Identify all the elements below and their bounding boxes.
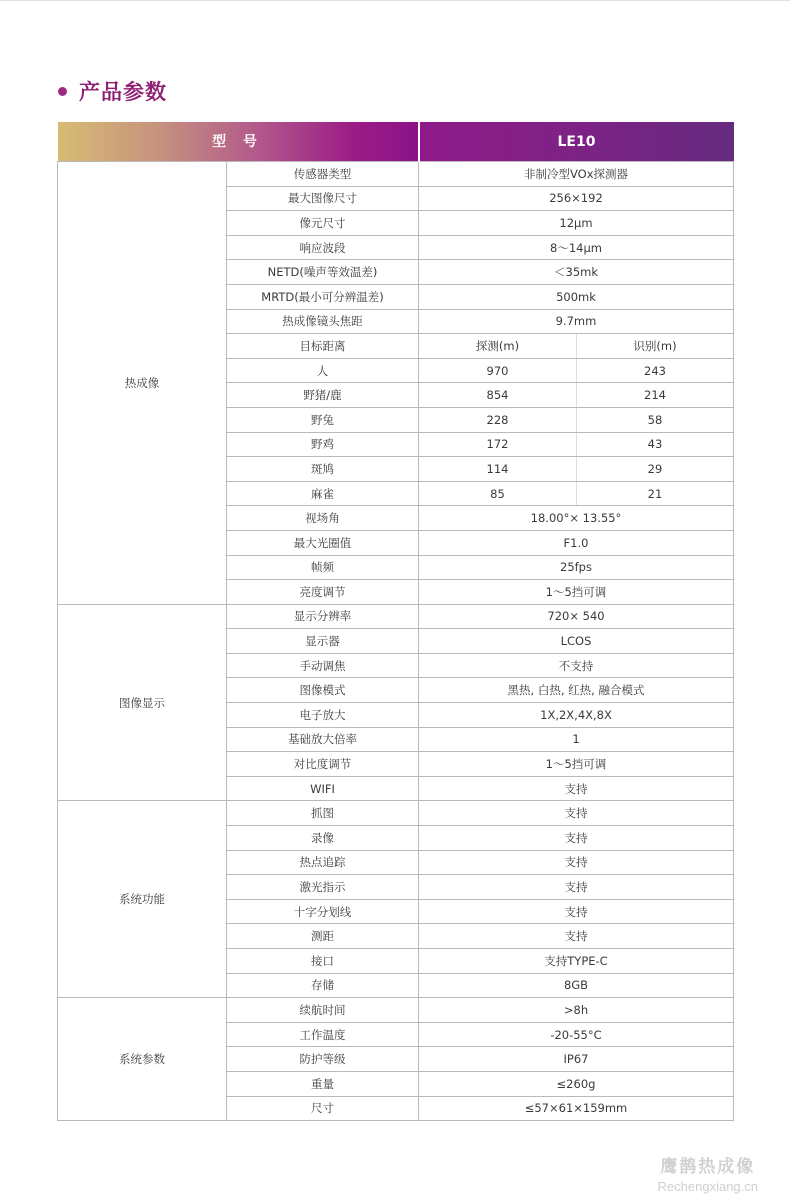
param-name-cell: 测距 [227,924,419,949]
watermark [658,1152,758,1194]
param-value-cell: 1 [419,727,734,752]
recognize-range-cell: 29 [577,457,734,482]
param-value-cell: 18.00°× 13.55° [419,506,734,531]
recognize-range-cell: 21 [577,481,734,506]
param-name-cell: 亮度调节 [227,580,419,605]
param-name-cell: 热点追踪 [227,850,419,875]
param-name-cell: 显示分辨率 [227,604,419,629]
category-cell: 图像显示 [58,604,227,801]
param-value-cell: 25fps [419,555,734,580]
param-value-cell: 支持 [419,850,734,875]
param-name-cell: 野兔 [227,407,419,432]
param-name-cell: 热成像镜头焦距 [227,309,419,334]
param-value-cell: 720× 540 [419,604,734,629]
param-name-cell: 野鸡 [227,432,419,457]
param-value-cell: 支持 [419,875,734,900]
detect-range-cell: 228 [419,407,577,432]
param-name-cell: 视场角 [227,506,419,531]
detect-range-cell: 114 [419,457,577,482]
param-value-cell: 支持 [419,924,734,949]
param-value-cell: 支持 [419,801,734,826]
param-value-cell: 不支持 [419,653,734,678]
detect-range-cell: 970 [419,358,577,383]
param-value-cell: 支持TYPE-C [419,949,734,974]
param-name-cell: 像元尺寸 [227,211,419,236]
recognize-range-cell: 58 [577,407,734,432]
param-value-cell: 256×192 [419,186,734,211]
param-value-cell: 8GB [419,973,734,998]
param-value-cell: F1.0 [419,530,734,555]
param-name-cell: 重量 [227,1071,419,1096]
param-name-cell: 续航时间 [227,998,419,1023]
param-name-cell: 十字分划线 [227,899,419,924]
param-name-cell: 最大图像尺寸 [227,186,419,211]
param-value-cell: >8h [419,998,734,1023]
param-name-cell: 野猪/鹿 [227,383,419,408]
param-name-cell: 对比度调节 [227,752,419,777]
param-name-cell: 接口 [227,949,419,974]
detect-range-cell: 854 [419,383,577,408]
param-value-cell: 1X,2X,4X,8X [419,703,734,728]
watermark-cn: 鹰鹊热成像 [660,1157,756,1177]
param-name-cell: 目标距离 [227,334,419,359]
param-name-cell: MRTD(最小可分辨温差) [227,284,419,309]
watermark-en: Rechengxiang.cn [657,1179,758,1194]
param-value-cell: LCOS [419,629,734,654]
section-title [58,76,167,106]
param-name-cell: 斑鸠 [227,457,419,482]
category-cell: 系统功能 [58,801,227,998]
param-value-cell: ≤260g [419,1071,734,1096]
param-name-cell: 手动调焦 [227,653,419,678]
param-name-cell: 录像 [227,826,419,851]
detect-range-cell: 172 [419,432,577,457]
param-name-cell: 激光指示 [227,875,419,900]
param-name-cell: 电子放大 [227,703,419,728]
param-value-cell: 1～5挡可调 [419,752,734,777]
header-model-label: 型 号 [58,122,419,162]
param-name-cell: NETD(噪声等效温差) [227,260,419,285]
param-name-cell: 显示器 [227,629,419,654]
category-cell: 热成像 [58,162,227,605]
param-value-cell: -20-55°C [419,1022,734,1047]
param-name-cell: 响应波段 [227,235,419,260]
param-name-cell: 工作温度 [227,1022,419,1047]
param-name-cell: 传感器类型 [227,162,419,187]
param-value-cell: 非制冷型VOx探测器 [419,162,734,187]
detect-range-cell: 85 [419,481,577,506]
param-name-cell: 图像模式 [227,678,419,703]
table-row [58,998,734,1023]
bullet-dot-icon [58,87,67,96]
param-name-cell: 麻雀 [227,481,419,506]
param-value-cell: 支持 [419,899,734,924]
param-name-cell: 尺寸 [227,1096,419,1121]
param-value-cell: IP67 [419,1047,734,1072]
param-value-cell: 8～14μm [419,235,734,260]
recognize-range-cell: 214 [577,383,734,408]
param-name-cell: 帧频 [227,555,419,580]
recognize-range-cell: 243 [577,358,734,383]
param-value-cell: ≤57×61×159mm [419,1096,734,1121]
category-cell: 系统参数 [58,998,227,1121]
param-value-cell: 支持 [419,826,734,851]
header-model-name: LE10 [419,122,734,162]
param-value-cell: 9.7mm [419,309,734,334]
param-name-cell: WIFI [227,776,419,801]
section-title-text: 产品参数 [79,80,167,104]
param-name-cell: 最大光圈值 [227,530,419,555]
table-row [58,162,734,187]
param-name-cell: 抓图 [227,801,419,826]
param-value-cell: 黑热, 白热, 红热, 融合模式 [419,678,734,703]
recognize-range-cell: 识别(m) [577,334,734,359]
recognize-range-cell: 43 [577,432,734,457]
detect-range-cell: 探测(m) [419,334,577,359]
param-value-cell: 12μm [419,211,734,236]
table-row [58,604,734,629]
param-name-cell: 基础放大倍率 [227,727,419,752]
top-divider [0,0,790,1]
param-value-cell: 500mk [419,284,734,309]
table-row [58,801,734,826]
param-name-cell: 存储 [227,973,419,998]
param-value-cell: ＜35mk [419,260,734,285]
spec-table [57,122,734,1121]
param-value-cell: 1～5挡可调 [419,580,734,605]
table-header-row [58,122,734,162]
param-name-cell: 防护等级 [227,1047,419,1072]
param-value-cell: 支持 [419,776,734,801]
param-name-cell: 人 [227,358,419,383]
